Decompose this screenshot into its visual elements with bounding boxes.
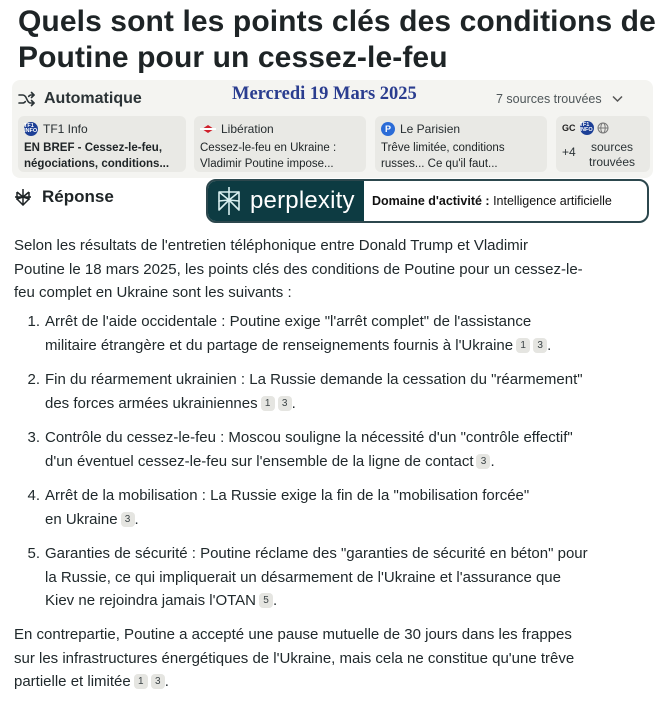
list-line: Arrêt de l'aide occidentale : Poutine exige "l'arrêt complet" de l'assistance bbox=[45, 313, 532, 330]
domain-label: Domaine d'activité : bbox=[372, 194, 490, 208]
perplexity-answer-icon bbox=[14, 188, 32, 206]
domain-value: Intelligence artificielle bbox=[493, 194, 612, 208]
list-line: Kiev ne rejoindra jamais l'OTAN bbox=[45, 592, 256, 609]
list-number: 4. bbox=[27, 487, 40, 504]
source-title-line1: Cessez-le-feu en Ukraine : bbox=[200, 142, 337, 154]
outro-line: partielle et limitée bbox=[14, 673, 131, 690]
source-name: Le Parisien bbox=[400, 122, 461, 136]
list-end: . bbox=[273, 592, 278, 609]
answer-label: Réponse bbox=[42, 187, 114, 206]
list-number: 2. bbox=[27, 371, 40, 388]
source-card-liberation[interactable] bbox=[194, 116, 366, 172]
sources-count-dropdown[interactable] bbox=[496, 92, 623, 106]
intro-line: Poutine le 18 mars 2025, les points clés des conditions de Poutine pour un cessez-le- bbox=[14, 260, 583, 278]
intro-line: Selon les résultats de l'entretien téléphonique entre Donald Trump et Vladimir bbox=[14, 237, 528, 254]
date-overlay: Mercredi 19 Mars 2025 bbox=[232, 84, 417, 104]
citation-badge[interactable]: 3 bbox=[151, 674, 165, 689]
more-sources-label-line1: sources bbox=[590, 140, 634, 154]
citation-badge[interactable]: 1 bbox=[134, 674, 148, 689]
source-name: TF1 Info bbox=[43, 122, 88, 136]
outro-end: . bbox=[164, 673, 169, 690]
source-title-line2: russes... Ce qu'il faut... bbox=[381, 158, 498, 170]
intro-paragraph bbox=[14, 234, 659, 305]
list-number: 1. bbox=[27, 313, 40, 330]
list-line: militaire étrangère et du partage de renseignements fournis à l'Ukraine bbox=[45, 336, 514, 354]
list-item bbox=[14, 368, 659, 415]
source-title-line1: Trêve limitée, conditions bbox=[381, 142, 505, 154]
source-title-line2: Vladimir Poutine impose... bbox=[200, 158, 334, 170]
list-line: Garanties de sécurité : Poutine réclame des "garanties de sécurité en béton" pour bbox=[45, 545, 588, 562]
list-item bbox=[14, 426, 659, 473]
source-name: Libération bbox=[221, 122, 274, 136]
list-number: 3. bbox=[27, 429, 40, 446]
conclusion-paragraph bbox=[14, 623, 659, 694]
list-line: d'un éventuel cessez-le-feu sur l'ensemble de la ligne de contact bbox=[45, 452, 474, 470]
list-end: . bbox=[547, 336, 552, 354]
tf1-icon: TF1 INFO bbox=[24, 122, 38, 134]
source-title-line2: négociations, conditions... bbox=[24, 158, 170, 170]
citation-badge[interactable]: 3 bbox=[533, 338, 547, 353]
list-item bbox=[14, 484, 659, 531]
more-sources-label-line2: trouvées bbox=[588, 155, 636, 169]
answer-header bbox=[14, 187, 114, 207]
list-number: 5. bbox=[27, 545, 40, 562]
shuffle-icon bbox=[18, 91, 36, 107]
more-sources-count: +4 bbox=[562, 145, 576, 159]
citation-badge[interactable]: 3 bbox=[476, 454, 490, 469]
chevron-down-icon bbox=[612, 95, 623, 103]
perplexity-logo bbox=[208, 181, 364, 221]
page-title: Quels sont les points clés des conditions de Poutine pour un cessez-le-feu bbox=[18, 5, 656, 74]
source-card-leparisien[interactable] bbox=[375, 116, 547, 172]
list-line: en Ukraine bbox=[45, 510, 118, 528]
list-item bbox=[14, 542, 659, 613]
list-end: . bbox=[134, 510, 139, 528]
source-title-line1: EN BREF - Cessez-le-feu, bbox=[24, 142, 163, 154]
citation-badge[interactable]: 3 bbox=[121, 512, 135, 527]
globe-icon bbox=[597, 122, 609, 134]
list-item bbox=[14, 310, 659, 357]
intro-line: feu complet en Ukraine sont les suivants : bbox=[14, 284, 292, 301]
sources-count-label: 7 sources trouvées bbox=[496, 92, 602, 106]
citation-badge[interactable]: 1 bbox=[516, 338, 530, 353]
citation-badge[interactable]: 5 bbox=[259, 593, 273, 608]
tf1-icon: TF1 INFO bbox=[579, 121, 593, 133]
mode-label: Automatique bbox=[44, 90, 142, 107]
gc-icon: GC bbox=[562, 123, 576, 133]
list-end: . bbox=[490, 452, 495, 470]
source-card-tf1[interactable] bbox=[18, 116, 186, 172]
perplexity-logo-icon bbox=[216, 186, 242, 216]
outro-line: sur les infrastructures énergétiques de l'Ukraine, mais cela ne constitue qu'une trêve bbox=[14, 649, 575, 667]
list-line: Contrôle du cessez-le-feu : Moscou souligne la nécessité d'un "contrôle effectif" bbox=[45, 429, 573, 446]
domain-info bbox=[372, 194, 612, 208]
list-line: des forces armées ukrainiennes bbox=[45, 394, 258, 412]
perplexity-badge bbox=[206, 179, 649, 223]
mode-selector[interactable] bbox=[18, 88, 142, 110]
outro-line: En contrepartie, Poutine a accepté une pause mutuelle de 30 jours dans les frappes bbox=[14, 626, 572, 643]
more-sources-card[interactable] bbox=[556, 116, 650, 172]
leparisien-icon: P bbox=[381, 122, 395, 136]
list-line: Fin du réarmement ukrainien : La Russie demande la cessation du "réarmement" bbox=[45, 371, 583, 388]
perplexity-logo-text: perplexity bbox=[250, 187, 355, 214]
list-line: la Russie, ce qui impliquerait un désarmement de l'Ukraine et l'assurance que bbox=[45, 568, 561, 586]
list-end: . bbox=[291, 394, 296, 412]
list-line: Arrêt de la mobilisation : La Russie exige la fin de la "mobilisation forcée" bbox=[45, 487, 530, 504]
citation-badge[interactable]: 3 bbox=[278, 396, 292, 411]
liberation-icon bbox=[200, 124, 216, 134]
citation-badge[interactable]: 1 bbox=[261, 396, 275, 411]
